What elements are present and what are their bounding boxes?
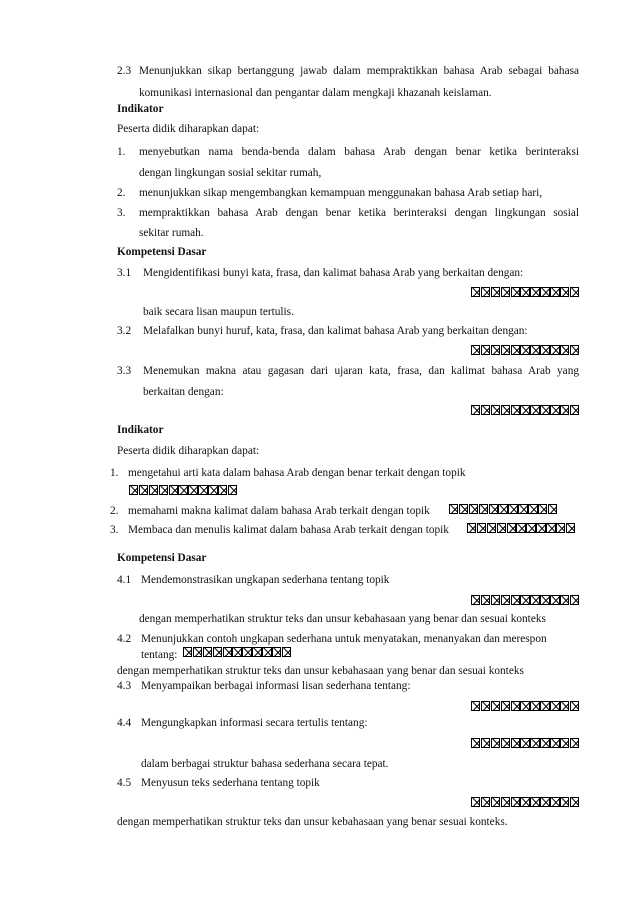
missing-glyph-boxes [471,738,580,750]
indicator-text: mengetahui arti kata dalam bahasa Arab dengan benar terkait dengan topik [128,467,466,479]
competency-text: dengan memperhatikan struktur teks dan unsur kebahasaan yang benar dan sesuai konteks [139,613,546,625]
competency-text: Mengungkapkan informasi secara tertulis tentang: [141,717,368,729]
missing-glyph-boxes [471,345,580,357]
competency-text: dengan memperhatikan struktur teks dan unsur kebahasaan yang benar sesuai konteks. [117,816,508,828]
indicator-text: sekitar rumah. [139,227,204,239]
item-number: 1. [110,467,119,479]
item-number: 2. [117,187,126,199]
indicator-text: menyebutkan nama benda-benda dalam bahasa Arab dengan benar ketika berinteraksi [139,146,579,158]
indicator-text: memahami makna kalimat dalam bahasa Arab terkait dengan topik [128,505,430,517]
item-number: 3. [117,207,126,219]
competency-text: komunikasi internasional dan pengantar dalam mengkaji khazanah keislaman. [139,87,492,99]
competency-text: Menyampaikan berbagai informasi lisan sederhana tentang: [141,680,411,692]
missing-glyph-boxes [467,523,576,535]
competency-text: berkaitan dengan: [143,386,224,398]
item-number: 4.1 [117,574,132,586]
missing-glyph-boxes [471,287,580,299]
missing-glyph-boxes [471,701,580,713]
section-heading: Kompetensi Dasar [117,246,207,258]
competency-text: dalam berbagai struktur bahasa sederhana secara tepat. [141,758,389,770]
item-number: 4.5 [117,777,132,789]
section-heading: Indikator [117,103,164,115]
intro-text: Peserta didik diharapkan dapat: [117,445,260,457]
intro-text: Peserta didik diharapkan dapat: [117,123,260,135]
missing-glyph-boxes [129,485,238,497]
section-heading: Kompetensi Dasar [117,552,207,564]
item-number: 4.3 [117,680,132,692]
competency-text: baik secara lisan maupun tertulis. [143,306,294,318]
missing-glyph-boxes [471,405,580,417]
item-number: 2. [110,505,119,517]
missing-glyph-boxes [449,504,558,516]
indicator-text: menunjukkan sikap mengembangkan kemampuan menggunakan bahasa Arab setiap hari, [139,187,543,199]
item-number: 2.3 [117,65,132,77]
item-number: 3.1 [117,267,132,279]
section-heading: Indikator [117,424,164,436]
missing-glyph-boxes [471,797,580,809]
competency-text: tentang: [141,649,178,661]
indicator-text: dengan lingkungan sosial sekitar rumah, [139,167,322,179]
competency-text: Menyusun teks sederhana tentang topik [141,777,320,789]
item-number: 4.4 [117,717,132,729]
missing-glyph-boxes [183,647,292,659]
item-number: 3.2 [117,325,132,337]
indicator-text: mempraktikkan bahasa Arab dengan benar ketika berinteraksi dengan lingkungan sosial [139,207,579,219]
missing-glyph-boxes [471,595,580,607]
competency-text: Melafalkan bunyi huruf, kata, frasa, dan kalimat bahasa Arab yang berkaitan dengan: [143,325,528,337]
competency-text: Menemukan makna atau gagasan dari ujaran kata, frasa, dan kalimat bahasa Arab yang [143,365,579,377]
competency-text: Menunjukkan sikap bertanggung jawab dalam mempraktikkan bahasa Arab sebagai bahasa [139,65,579,77]
competency-text: dengan memperhatikan struktur teks dan unsur kebahasaan yang benar dan sesuai konteks [117,665,524,677]
item-number: 3.3 [117,365,132,377]
item-number: 3. [110,524,119,536]
item-number: 1. [117,146,126,158]
item-number: 4.2 [117,633,132,645]
competency-text: Menunjukkan contoh ungkapan sederhana untuk menyatakan, menanyakan dan merespon [141,633,547,645]
competency-text: Mendemonstrasikan ungkapan sederhana tentang topik [141,574,390,586]
indicator-text: Membaca dan menulis kalimat dalam bahasa Arab terkait dengan topik [128,524,449,536]
competency-text: Mengidentifikasi bunyi kata, frasa, dan kalimat bahasa Arab yang berkaitan dengan: [143,267,524,279]
